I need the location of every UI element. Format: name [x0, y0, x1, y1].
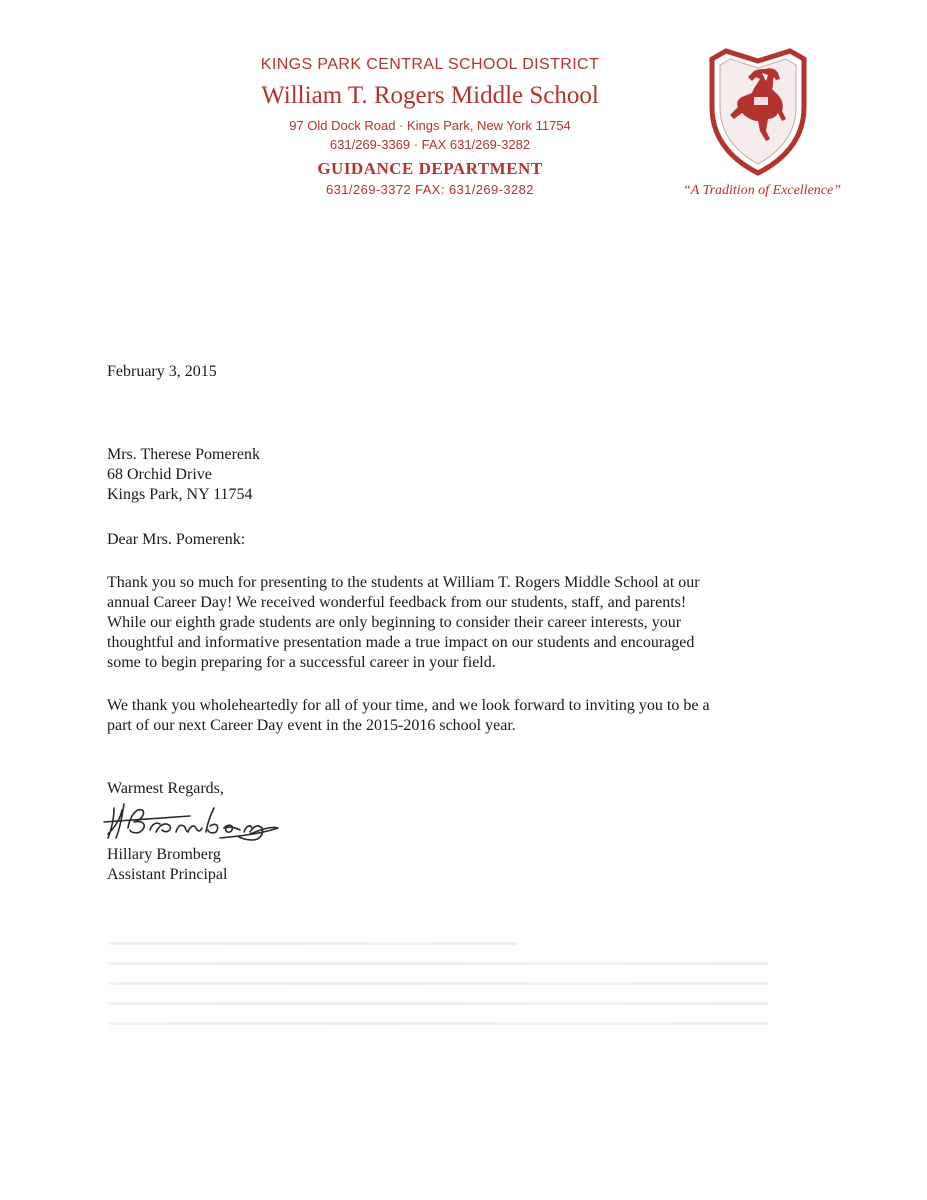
signer-name: Hillary Bromberg — [107, 846, 221, 863]
district-name: KINGS PARK CENTRAL SCHOOL DISTRICT — [260, 56, 600, 73]
letterhead — [200, 52, 660, 199]
rearing-horse-shield-icon — [708, 47, 808, 177]
paragraph-line: some to begin preparing for a successful career in your field. — [107, 654, 496, 671]
bleed-line — [108, 942, 517, 945]
bleed-line — [108, 1022, 768, 1025]
school-name: William T. Rogers Middle School — [261, 82, 599, 109]
handwritten-signature — [100, 798, 290, 842]
bleed-line — [108, 962, 768, 965]
closing: Warmest Regards, — [107, 780, 224, 797]
bleed-line — [108, 1002, 768, 1005]
school-address: 97 Old Dock Road · Kings Park, New York 11754 — [289, 118, 571, 133]
paragraph-line: part of our next Career Day event in the 2015-2016 school year. — [107, 717, 516, 734]
paragraph-line: annual Career Day! We received wonderful feedback from our students, staff, and parents! — [107, 594, 687, 611]
bleed-through-text — [108, 942, 768, 1042]
paragraph-line: We thank you wholeheartedly for all of your time, and we look forward to inviting you to be a — [107, 697, 710, 714]
signer-block — [107, 845, 807, 885]
body-paragraph-1 — [107, 573, 797, 673]
bleed-line — [108, 982, 768, 985]
school-motto: “A Tradition of Excellence” — [682, 183, 841, 198]
department-name: GUIDANCE DEPARTMENT — [317, 159, 543, 178]
recipient-city: Kings Park, NY 11754 — [107, 486, 253, 503]
signer-title: Assistant Principal — [107, 866, 228, 883]
body-paragraph-2 — [107, 696, 797, 736]
paragraph-line: While our eighth grade students are only beginning to consider their career interests, your — [107, 614, 682, 631]
department-phone: 631/269-3372 FAX: 631/269-3282 — [326, 182, 534, 197]
school-phone: 631/269-3369 · FAX 631/269-3282 — [329, 137, 531, 152]
letter-date: February 3, 2015 — [107, 363, 217, 380]
recipient-street: 68 Orchid Drive — [107, 466, 212, 483]
salutation: Dear Mrs. Pomerenk: — [107, 531, 246, 548]
paragraph-line: thoughtful and informative presentation made a true impact on our students and encouraged — [107, 634, 695, 651]
paragraph-line: Thank you so much for presenting to the students at William T. Rogers Middle School at our — [107, 574, 700, 591]
recipient-address — [107, 445, 807, 505]
recipient-name: Mrs. Therese Pomerenk — [107, 446, 260, 463]
